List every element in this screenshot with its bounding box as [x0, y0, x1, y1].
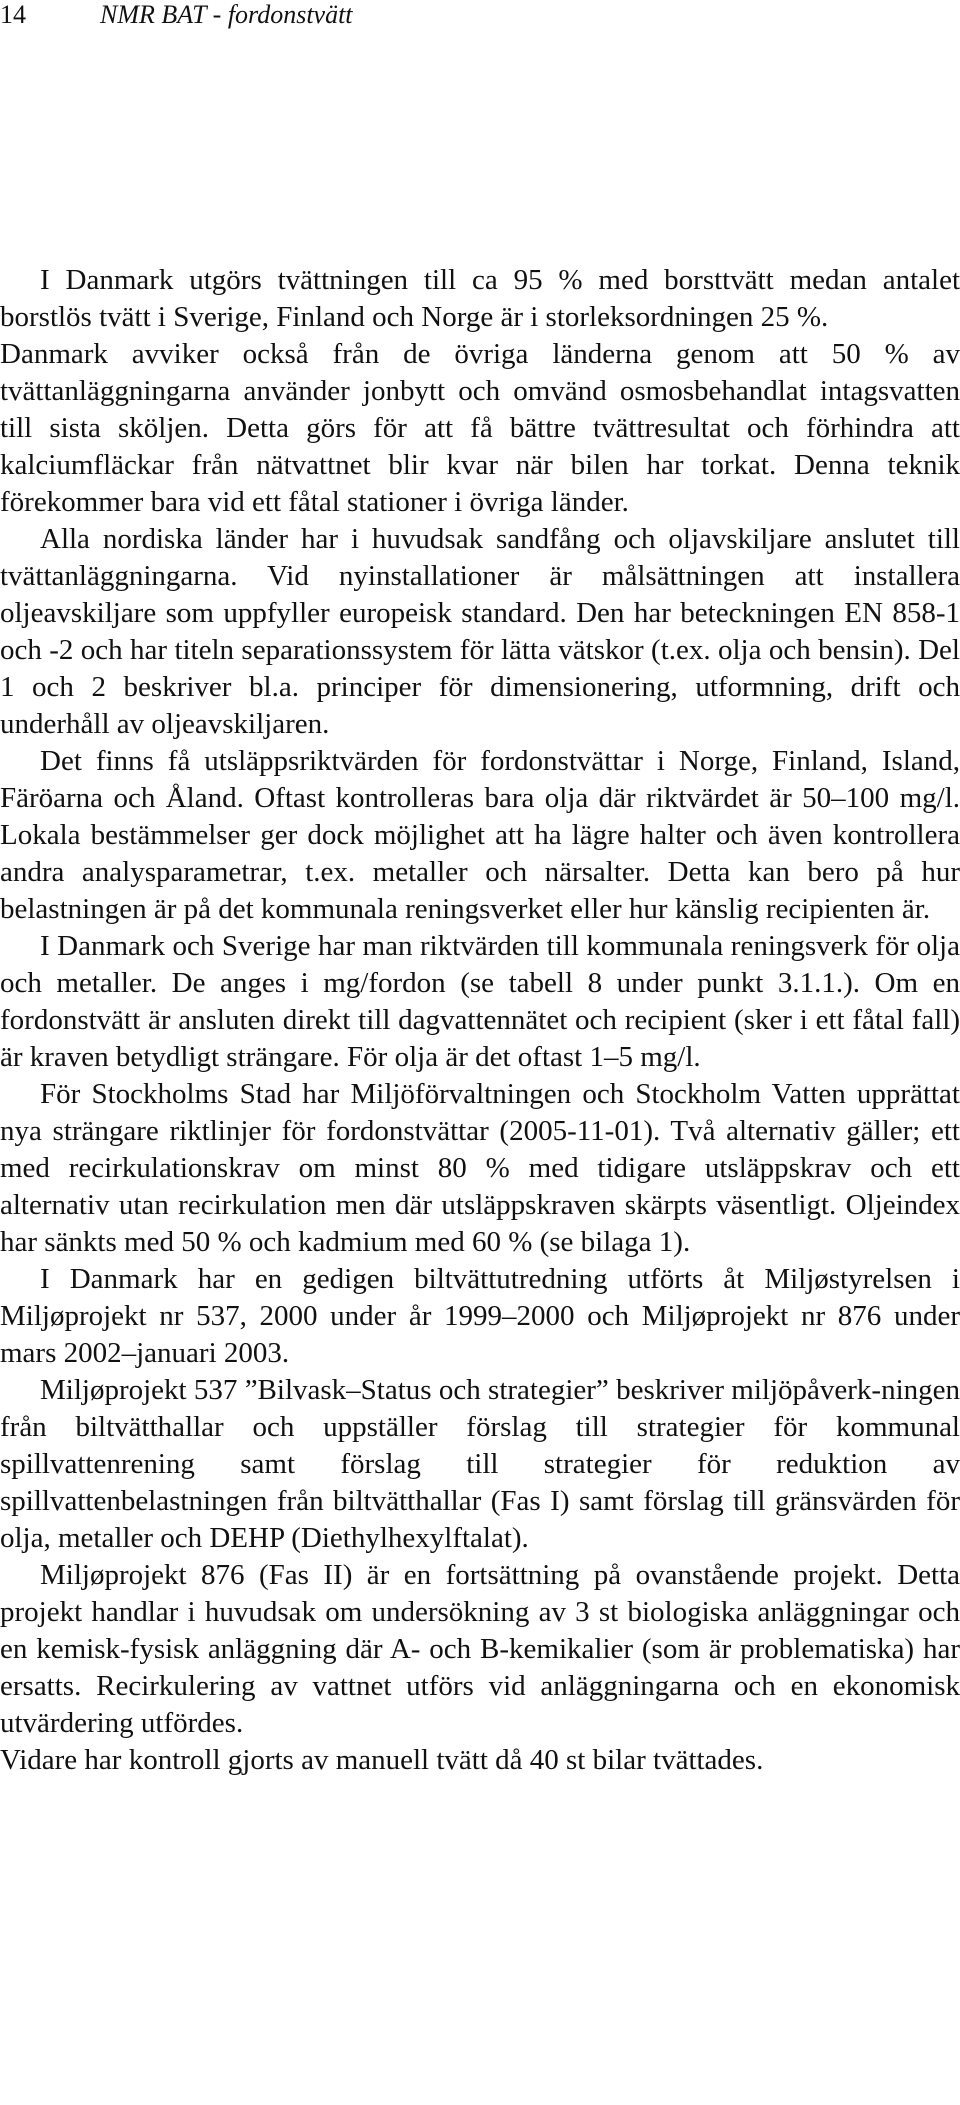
- paragraph-denmark-sweden-limits: I Danmark och Sverige har man riktvärden till kommunala reningsverk för olja och metaller. De anges i mg/fordon (se tabell 8 under punkt 3.1.1.). Om en fordonstvätt är ansluten direkt till dagvattennätet och recipient (sker i ett fåtal fall) är kraven betydligt strängare. För olja är det oftast 1–5 mg/l.: [0, 930, 960, 1073]
- paragraph-denmark-ion-exchange: Danmark avviker också från de övriga länderna genom att 50 % av tvättanläggningarna använder jonbytt och omvänd osmosbehandlat intagsvatten till sista sköljen. Detta görs för att få bättre tvättresultat och förhindra att kalciumfläckar från nätvattnet blir kvar när bilen har torkat. Denna teknik förekommer bara vid ett fåtal stationer i övriga länder.: [0, 338, 960, 518]
- running-title: NMR BAT - fordonstvätt: [100, 0, 353, 29]
- paragraph-miljoprojekt-537: Miljøprojekt 537 ”Bilvask–Status och strategier” beskriver miljöpåverk-ningen från biltvätthallar och uppställer förslag till strategier för kommunal spillvattenrening samt förslag till strategier för reduktion av spillvattenbelastningen från biltvätthallar (Fas I) samt förslag till gränsvärden för olja, metaller och DEHP (Diethylhexylftalat).: [0, 1374, 960, 1554]
- paragraph-manual-wash: Vidare har kontroll gjorts av manuell tvätt då 40 st bilar tvättades.: [0, 1744, 764, 1776]
- page-number: 14: [0, 0, 26, 29]
- body-text: [0, 262, 960, 1779]
- paragraph-stockholm-guidelines: För Stockholms Stad har Miljöförvaltningen och Stockholm Vatten upprättat nya strängare riktlinjer för fordonstvättar (2005-11-01). Två alternativ gäller; ett med recirkulationskrav om minst 80 % med tidigare utsläppskrav och ett alternativ utan recirkulation men där utsläppskraven skärpts väsentligt. Oljeindex har sänkts med 50 % och kadmium med 60 % (se bilaga 1).: [0, 1078, 960, 1258]
- page-header: [0, 0, 960, 40]
- paragraph-oil-separators: Alla nordiska länder har i huvudsak sandfång och oljavskiljare anslutet till tvättanläggningarna. Vid nyinstallationer är målsättningen att installera oljeavskiljare som uppfyller europeisk standard. Den har beteckningen EN 858-1 och -2 och har titeln separationssystem för lätta vätskor (t.ex. olja och bensin). Del 1 och 2 beskriver bl.a. principer för dimensionering, utformning, drift och underhåll av oljeavskiljaren.: [0, 523, 960, 740]
- paragraph-discharge-limits: Det finns få utsläppsriktvärden för fordonstvättar i Norge, Finland, Island, Färöarna och Åland. Oftast kontrolleras bara olja där riktvärdet är 50–100 mg/l. Lokala bestämmelser ger dock möjlighet att ha lägre halter och även kontrollera andra analysparametrar, t.ex. metaller och närsalter. Detta kan bero på hur belastningen är på det kommunala reningsverket eller hur känslig recipienten är.: [0, 745, 960, 925]
- paragraph-danish-study: I Danmark har en gedigen biltvättutredning utförts åt Miljøstyrelsen i Miljøprojekt nr 537, 2000 under år 1999–2000 och Miljøprojekt nr 876 under mars 2002–januari 2003.: [0, 1263, 960, 1369]
- paragraph-denmark-brush-wash: I Danmark utgörs tvättningen till ca 95 % med borsttvätt medan antalet borstlös tvätt i Sverige, Finland och Norge är i storleksordningen 25 %.: [0, 264, 960, 333]
- paragraph-miljoprojekt-876: Miljøprojekt 876 (Fas II) är en fortsättning på ovanstående projekt. Detta projekt handlar i huvudsak om undersökning av 3 st biologiska anläggningar och en kemisk-fysisk anläggning där A- och B-kemikalier (som är problematiska) har ersatts. Recirkulering av vattnet utförs vid anläggningarna och en ekonomisk utvärdering utfördes.: [0, 1559, 960, 1739]
